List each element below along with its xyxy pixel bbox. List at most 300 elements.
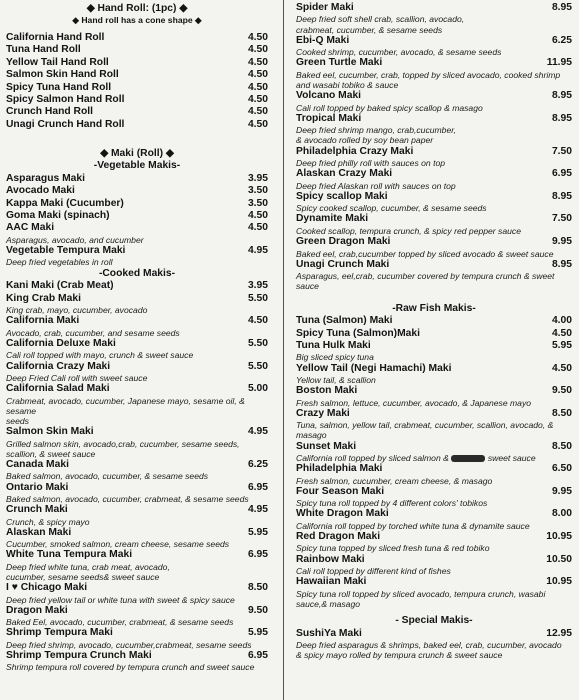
- item-description: [296, 158, 572, 168]
- item-price: 8.95: [551, 90, 572, 102]
- menu-item: [296, 408, 572, 441]
- item-description-text: Baked Eel, avocado, cucumber, crabmeat, & sesame seeds: [6, 617, 234, 628]
- item-description: [6, 562, 268, 572]
- item-price: 8.50: [551, 407, 572, 419]
- item-description: [296, 640, 572, 650]
- menu-item-line: [296, 628, 572, 640]
- menu-item: [6, 32, 268, 44]
- item-name: Rainbow Maki: [296, 553, 365, 565]
- item-description-text: Shrimp tempura roll covered by tempura crunch and sweet sauce: [6, 662, 255, 673]
- item-description: [6, 235, 268, 245]
- menu-item-line: [296, 213, 572, 225]
- menu-item: [6, 650, 268, 673]
- item-name: Hawaiian Maki: [296, 576, 367, 588]
- item-description-text: Deep fried yellow tail or white tuna with sweet & spicy sauce: [6, 594, 235, 605]
- item-description: [6, 449, 268, 459]
- menu-item: [296, 191, 572, 214]
- item-name: SushiYa Maki: [296, 627, 362, 639]
- menu-item: [296, 90, 572, 113]
- item-price: 9.95: [551, 236, 572, 248]
- menu-item: [296, 2, 572, 35]
- menu-item: [296, 363, 572, 386]
- menu-item: [6, 106, 268, 118]
- menu-item: [296, 259, 572, 292]
- item-price: 6.95: [247, 549, 268, 561]
- menu-item-line: [296, 146, 572, 158]
- item-description-text: Crunch, & spicy mayo: [6, 516, 90, 527]
- menu-item-line: [6, 32, 268, 44]
- item-description-text: cucumber, sesame seeds& sweet sauce: [6, 572, 160, 582]
- item-description-text: sauce,& masago: [296, 598, 361, 609]
- menu-item: [6, 119, 268, 131]
- item-description-text: scallion, & sweet sauce: [6, 448, 96, 459]
- item-price: 4.00: [551, 315, 572, 327]
- item-description: [6, 471, 268, 481]
- item-name: California Maki: [6, 315, 80, 327]
- menu-item: [296, 463, 572, 486]
- item-description: [6, 257, 268, 267]
- menu-item-line: [6, 527, 268, 539]
- menu-item-line: [296, 57, 572, 69]
- item-price: 4.50: [247, 315, 268, 327]
- menu-item-line: [296, 385, 572, 397]
- item-name: Crunch Maki: [6, 504, 68, 516]
- item-description-text: Yellow tail, & scallion: [296, 374, 376, 385]
- item-description: [296, 125, 572, 135]
- item-name: Vegetable Tempura Maki: [6, 245, 126, 257]
- item-price: 4.50: [551, 362, 572, 374]
- menu-item-line: [6, 315, 268, 327]
- item-description: [296, 181, 572, 191]
- menu-item-line: [6, 293, 268, 305]
- menu-item-line: [6, 94, 268, 106]
- item-price: 4.50: [247, 94, 268, 106]
- special-makis-list: [296, 628, 572, 661]
- menu-item-line: [6, 82, 268, 94]
- item-name: Spicy Tuna Hand Roll: [6, 81, 112, 93]
- menu-item-line: [296, 191, 572, 203]
- menu-item-line: [6, 459, 268, 471]
- menu-item-line: [6, 383, 268, 395]
- item-description-tail: sweet sauce: [487, 452, 536, 463]
- menu-item: [6, 69, 268, 81]
- menu-item: [296, 315, 572, 327]
- item-description-text: Deep fried Alaskan roll with sauces on top: [296, 180, 456, 191]
- item-description-text: Spicy tuna roll topped by sliced avocado, tempura crunch, wasabi: [296, 588, 546, 599]
- menu-item: [6, 504, 268, 527]
- menu-item-line: [296, 168, 572, 180]
- item-description: [6, 539, 268, 549]
- item-price: 4.50: [247, 69, 268, 81]
- menu-item: [296, 554, 572, 577]
- item-description-text: Spicy tuna roll topped by 4 different colors' tobikos: [296, 498, 488, 509]
- item-description: [296, 103, 572, 113]
- menu-item-line: [296, 408, 572, 420]
- item-price: 5.00: [247, 383, 268, 395]
- item-price: 11.95: [546, 57, 572, 69]
- item-price: 3.50: [247, 185, 268, 197]
- menu-item-line: [296, 315, 572, 327]
- menu-item-line: [296, 486, 572, 498]
- cooked-makis-list-continued: [296, 2, 572, 292]
- item-description: [296, 271, 572, 281]
- menu-item-line: [6, 173, 268, 185]
- menu-item-line: [6, 549, 268, 561]
- item-description: [296, 498, 572, 508]
- item-description: [6, 662, 268, 672]
- item-description: [296, 589, 572, 599]
- item-name: Yellow Tail Hand Roll: [6, 56, 109, 68]
- menu-item-line: [6, 210, 268, 222]
- item-description-text: Avocado, crab, cucumber, and sesame seeds: [6, 327, 180, 338]
- item-price: 10.95: [546, 576, 572, 588]
- item-price: 6.25: [247, 458, 268, 470]
- item-price: 5.95: [247, 526, 268, 538]
- item-description-text: Crabmeat, avocado, cucumber, Japanese mayo, sesame oil, & sesame: [6, 395, 245, 416]
- item-price: 3.95: [247, 172, 268, 184]
- menu-item-line: [296, 113, 572, 125]
- item-description: [296, 543, 572, 553]
- item-description: [296, 352, 572, 362]
- item-price: 8.95: [551, 258, 572, 270]
- item-description-text: Baked eel, crab,cucumber topped by sliced avocado & sweet sauce: [296, 248, 554, 259]
- item-price: 8.95: [551, 112, 572, 124]
- item-price: 8.95: [551, 2, 572, 13]
- menu-item: [296, 508, 572, 531]
- menu-item: [6, 44, 268, 56]
- item-description: [296, 420, 572, 430]
- item-description-text: Baked eel, cucumber, crab, topped by sliced avocado, cooked shrimp: [296, 69, 561, 80]
- menu-item: [296, 340, 572, 363]
- item-price: 8.95: [551, 190, 572, 202]
- item-description-text: Deep fried white tuna, crab meat, avocado,: [6, 561, 170, 572]
- menu-item: [6, 426, 268, 459]
- item-name: Tuna (Salmon) Maki: [296, 315, 393, 327]
- item-price: 4.95: [247, 426, 268, 438]
- item-name: King Crab Maki: [6, 292, 81, 304]
- menu-item: [296, 57, 572, 90]
- item-description: [6, 373, 268, 383]
- item-price: 5.95: [551, 339, 572, 351]
- menu-item: [296, 146, 572, 169]
- menu-item: [296, 113, 572, 146]
- menu-item-line: [6, 106, 268, 118]
- item-price: 10.50: [546, 553, 572, 565]
- item-price: 7.50: [551, 145, 572, 157]
- item-description: [296, 25, 572, 35]
- item-description-text: Grilled salmon skin, avocado,crab, cucumber, sesame seeds,: [6, 438, 240, 449]
- menu-item: [6, 627, 268, 650]
- item-description-text: Fresh salmon, cucumber, cream cheese, & masago: [296, 475, 493, 486]
- item-price: 4.50: [551, 327, 572, 339]
- item-name: Spicy scallop Maki: [296, 190, 388, 202]
- menu-item: [6, 94, 268, 106]
- item-name: White Dragon Maki: [296, 508, 389, 520]
- item-description-text: Tuna, salmon, yellow tail, crabmeat, cucumber, scallion, avocado, &: [296, 420, 554, 431]
- item-name: Kappa Maki (Cucumber): [6, 197, 124, 209]
- item-price: 8.00: [551, 508, 572, 520]
- item-price: 3.50: [247, 197, 268, 209]
- item-name: Crunch Hand Roll: [6, 106, 93, 118]
- item-description-text: & avocado rolled by soy bean paper: [296, 135, 434, 146]
- item-description-text: Deep fried soft shell crab, scallion, avocado,: [296, 14, 465, 25]
- item-name: Canada Maki: [6, 458, 69, 470]
- item-description: [296, 80, 572, 90]
- menu-item: [296, 441, 572, 464]
- item-name: Four Season Maki: [296, 485, 385, 497]
- menu-item: [6, 222, 268, 245]
- item-description-text: Cooked scallop, tempura crunch, & spicy red pepper sauce: [296, 225, 521, 236]
- menu-item: [296, 213, 572, 236]
- maki-title: ◆ Maki (Roll) ◆: [100, 148, 174, 160]
- item-name: Dynamite Maki: [296, 213, 369, 225]
- menu-item-line: [6, 280, 268, 292]
- item-description: [296, 521, 572, 531]
- menu-item-line: [296, 328, 572, 340]
- menu-item-line: [6, 426, 268, 438]
- item-name: Tuna Hand Roll: [6, 44, 81, 56]
- menu-item-line: [6, 69, 268, 81]
- item-description: [296, 375, 572, 385]
- menu-item: [296, 385, 572, 408]
- menu-item: [6, 582, 268, 605]
- item-description-text: Deep fried asparagus & shrimps, baked eel, crab, cucumber, avocado: [296, 640, 562, 651]
- item-description-text: Big sliced spicy tuna: [296, 352, 374, 363]
- item-description: [296, 599, 572, 609]
- menu-item: [296, 328, 572, 340]
- menu-item: [6, 245, 268, 268]
- vegetable-makis-title: -Vegetable Makis-: [93, 160, 181, 172]
- item-description: [296, 70, 572, 80]
- item-description-text: Asparagus, eel,crab, cucumber covered by tempura crunch & sweet: [296, 271, 555, 282]
- redaction-mark: [451, 455, 485, 462]
- item-name: Yellow Tail (Negi Hamachi) Maki: [296, 362, 452, 374]
- item-name: California Salad Maki: [6, 383, 110, 395]
- item-description-text: Spicy tuna topped by sliced fresh tuna & red tobiko: [296, 543, 490, 554]
- item-price: 5.50: [247, 337, 268, 349]
- item-price: 12.95: [546, 627, 572, 639]
- item-description-text: masago: [296, 430, 327, 441]
- item-description: [296, 47, 572, 57]
- item-description: [296, 398, 572, 408]
- item-name: Kani Maki (Crab Meat): [6, 280, 114, 292]
- item-description: [296, 650, 572, 660]
- item-name: Spicy Tuna (Salmon)Maki: [296, 327, 420, 339]
- menu-item-line: [6, 482, 268, 494]
- item-price: 9.95: [551, 485, 572, 497]
- menu-item: [6, 198, 268, 210]
- menu-item-line: [296, 340, 572, 352]
- item-name: Boston Maki: [296, 385, 358, 397]
- column-divider: [283, 0, 284, 700]
- item-description: [6, 617, 268, 627]
- item-description: [296, 566, 572, 576]
- item-description-text: King crab, mayo, cucumber, avocado: [6, 305, 148, 316]
- item-description: [296, 453, 572, 463]
- menu-item-line: [296, 531, 572, 543]
- item-name: California Deluxe Maki: [6, 337, 116, 349]
- item-price: 3.95: [247, 280, 268, 292]
- menu-item-line: [6, 198, 268, 210]
- item-name: Ebi-Q Maki: [296, 34, 350, 46]
- item-description: [296, 135, 572, 145]
- item-description-text: Deep fried shrimp, avocado, cucumber,crabmeat, sesame seeds: [6, 639, 252, 650]
- menu-item: [6, 605, 268, 628]
- menu-item: [6, 383, 268, 426]
- menu-item-line: [6, 44, 268, 56]
- item-description-text: Deep fried shrimp mango, crab,cucumber,: [296, 125, 457, 136]
- item-name: Goma Maki (spinach): [6, 210, 110, 222]
- menu-item: [6, 173, 268, 185]
- item-price: 8.50: [247, 582, 268, 594]
- item-description-text: Fresh salmon, lettuce, cucumber, avocado, & Japanese mayo: [296, 397, 532, 408]
- item-name: Volcano Maki: [296, 90, 362, 102]
- item-name: California Hand Roll: [6, 32, 105, 43]
- menu-item-line: [296, 576, 572, 588]
- item-price: 6.25: [551, 34, 572, 46]
- item-price: 10.95: [546, 531, 572, 542]
- menu-item: [296, 35, 572, 58]
- menu-item-line: [296, 363, 572, 375]
- menu-item: [6, 82, 268, 94]
- menu-item-line: [6, 361, 268, 373]
- item-description: [296, 430, 572, 440]
- item-price: 4.50: [247, 106, 268, 118]
- vegetable-makis-list: [6, 173, 268, 268]
- item-name: Green Dragon Maki: [296, 236, 391, 248]
- item-price: 7.50: [551, 213, 572, 225]
- menu-item: [296, 576, 572, 609]
- menu-item-line: [6, 627, 268, 639]
- item-price: 6.95: [247, 481, 268, 493]
- item-name: Asparagus Maki: [6, 172, 85, 184]
- item-description: [6, 640, 268, 650]
- menu-item: [296, 168, 572, 191]
- left-column: [6, 2, 268, 673]
- item-description: [296, 476, 572, 486]
- special-makis-title: - Special Makis-: [395, 615, 473, 627]
- item-price: 5.95: [247, 627, 268, 639]
- item-description-text: Spicy cooked scallop, cucumber, & sesame seeds: [296, 203, 487, 214]
- item-name: I ♥ Chicago Maki: [6, 582, 88, 594]
- menu-item-line: [6, 504, 268, 516]
- item-description: [296, 281, 572, 291]
- item-price: 4.95: [247, 245, 268, 257]
- item-price: 4.50: [247, 81, 268, 93]
- menu-item-line: [6, 582, 268, 594]
- item-name: Unagi Crunch Maki: [296, 258, 390, 270]
- menu-item: [6, 315, 268, 338]
- item-name: Unagi Crunch Hand Roll: [6, 118, 125, 130]
- item-price: 6.50: [551, 463, 572, 475]
- item-name: Alaskan Maki: [6, 526, 72, 538]
- menu-item-line: [296, 90, 572, 102]
- menu-item-line: [296, 259, 572, 271]
- item-description: [6, 439, 268, 449]
- menu-item-line: [296, 236, 572, 248]
- item-name: White Tuna Tempura Maki: [6, 549, 133, 561]
- menu-item-line: [296, 2, 572, 14]
- item-name: Ontario Maki: [6, 481, 69, 493]
- menu-item-line: [6, 119, 268, 131]
- item-price: 6.95: [551, 168, 572, 180]
- menu-item: [296, 236, 572, 259]
- item-description-text: Cali roll topped by baked spicy scallop & masago: [296, 102, 483, 113]
- menu-item-line: [296, 441, 572, 453]
- menu-item-line: [6, 222, 268, 234]
- right-column: [296, 2, 572, 660]
- item-description-text: Baked salmon, avocado, cucumber, crabmeat, & sesame seeds: [6, 493, 249, 504]
- item-description: [6, 494, 268, 504]
- item-description-text: and wasabi tobiko & sauce: [296, 80, 399, 91]
- menu-item-line: [296, 554, 572, 566]
- menu-item: [6, 185, 268, 197]
- item-price: 9.50: [247, 604, 268, 616]
- spacer: [296, 292, 572, 303]
- item-description-text: Cali roll topped by different kind of fishes: [296, 566, 451, 577]
- item-description: [6, 517, 268, 527]
- item-name: Spicy Salmon Hand Roll: [6, 94, 125, 106]
- menu-item: [6, 459, 268, 482]
- menu-item-line: [6, 605, 268, 617]
- item-name: California Crazy Maki: [6, 360, 111, 372]
- menu-item: [6, 527, 268, 550]
- item-price: 4.95: [247, 504, 268, 516]
- item-name: Tuna Hulk Maki: [296, 339, 371, 351]
- item-name: Salmon Skin Hand Roll: [6, 69, 119, 81]
- item-name: Dragon Maki: [6, 604, 68, 616]
- menu-item-line: [6, 185, 268, 197]
- menu-item-line: [296, 508, 572, 520]
- item-name: Shrimp Tempura Maki: [6, 627, 113, 639]
- menu-item: [6, 549, 268, 582]
- item-description: [6, 305, 268, 315]
- item-description-text: crabmeat, cucumber, & sesame seeds: [296, 24, 443, 35]
- item-price: 4.50: [247, 32, 268, 43]
- item-price: 4.50: [247, 44, 268, 56]
- menu-item: [6, 210, 268, 222]
- cooked-makis-title: -Cooked Makis-: [98, 267, 176, 279]
- item-name: Philadelphia Crazy Maki: [296, 145, 414, 157]
- menu-item-line: [6, 338, 268, 350]
- menu-item-line: [296, 35, 572, 47]
- item-description: [296, 14, 572, 24]
- item-name: Tropical Maki: [296, 112, 362, 124]
- item-name: Avocado Maki: [6, 185, 75, 197]
- item-name: Red Dragon Maki: [296, 531, 381, 542]
- menu-item: [296, 531, 572, 554]
- item-description: [296, 226, 572, 236]
- item-description-text: Deep Fried Cali roll with sweet sauce: [6, 372, 148, 383]
- menu-item-line: [6, 245, 268, 257]
- item-price: 5.50: [247, 360, 268, 372]
- item-description-text: Deep fried vegetables in roll: [6, 257, 113, 268]
- item-description: [6, 396, 268, 416]
- item-description-text: seeds: [6, 415, 29, 426]
- cooked-makis-list: [6, 280, 268, 672]
- item-description: [6, 328, 268, 338]
- hand-roll-list: [6, 32, 268, 131]
- item-description-text: California roll topped by sliced salmon &: [296, 452, 449, 463]
- item-description: [6, 595, 268, 605]
- item-description-text: & spicy mayo rolled by tempura crunch & sweet sauce: [296, 650, 503, 661]
- item-price: 6.95: [247, 650, 268, 662]
- item-description-text: sauce: [296, 281, 319, 292]
- item-name: Crazy Maki: [296, 407, 350, 419]
- menu-item: [6, 280, 268, 292]
- item-description: [6, 416, 268, 426]
- item-name: Alaskan Crazy Maki: [296, 168, 393, 180]
